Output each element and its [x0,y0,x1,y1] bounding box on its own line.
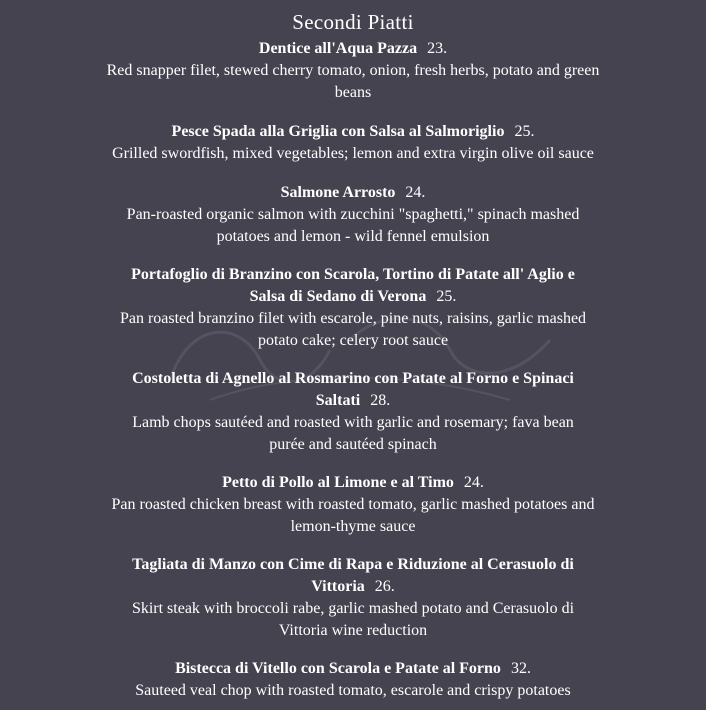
dish-price: 25. [436,288,457,305]
dish-name: Costoletta di Agnello al Rosmarino con Patate al Forno e Spinaci Saltati [132,370,574,409]
dish-description: Red snapper filet, stewed cherry tomato, onion, fresh herbs, potato and green beans [106,62,600,101]
dish-header [133,658,573,680]
dish-price: 23. [427,40,448,57]
dish-price: 25. [514,123,535,140]
dish-name: Pesce Spada alla Griglia con Salsa al Salmoriglio [171,123,505,140]
dish-header [93,38,613,60]
dish-item [113,182,593,248]
section-title: Secondi Piatti [292,10,414,34]
dish-price: 24. [463,474,484,491]
dish-header [113,368,593,412]
dish-name: Bistecca di Vitello con Scarola e Patate al Forno [175,660,501,677]
dish-description: Sauteed veal chop with roasted tomato, escarole and crispy potatoes [135,682,571,699]
dish-name: Dentice all'Aqua Pazza [258,40,418,57]
dish-description: Lamb chops sautéed and roasted with garlic and rosemary; fava bean purée and sautéed spinach [132,414,574,453]
dish-description: Grilled swordfish, mixed vegetables; lemon and extra virgin olive oil sauce [112,145,594,162]
dish-name: Tagliata di Manzo con Cime di Rapa e Riduzione al Cerasuolo di Vittoria [132,556,574,595]
dish-price: 24. [405,184,426,201]
dish-price: 26. [374,578,395,595]
dish-item [133,658,573,702]
dish-header [108,121,598,143]
dish-price: 28. [370,392,391,409]
dish-item [113,368,593,456]
dish-item [108,121,598,165]
dish-header [93,472,613,494]
dish-item [93,472,613,538]
dish-header [113,264,593,308]
dish-description: Pan roasted branzino filet with escarole, pine nuts, raisins, garlic mashed potato cake; celery root sauce [119,310,587,349]
dish-description: Skirt steak with broccoli rabe, garlic mashed potato and Cerasuolo di Vittoria wine reduction [131,600,575,639]
dish-name: Petto di Pollo al Limone e al Timo [222,474,454,491]
dish-description: Pan roasted chicken breast with roasted tomato, garlic mashed potatoes and lemon-thyme sauce [111,496,595,535]
dish-header [113,182,593,204]
dish-item [93,38,613,104]
dish-item [113,554,593,642]
dish-item [113,264,593,352]
dish-name: Portafoglio di Branzino con Scarola, Tortino di Patate all' Aglio e Salsa di Sedano di Verona [131,266,575,305]
dish-name: Salmone Arrosto [280,184,396,201]
dish-header [113,554,593,598]
dish-price: 32. [510,660,531,677]
dish-description: Pan-roasted organic salmon with zucchini "spaghetti," spinach mashed potatoes and lemon - wild fennel emulsion [126,206,580,245]
